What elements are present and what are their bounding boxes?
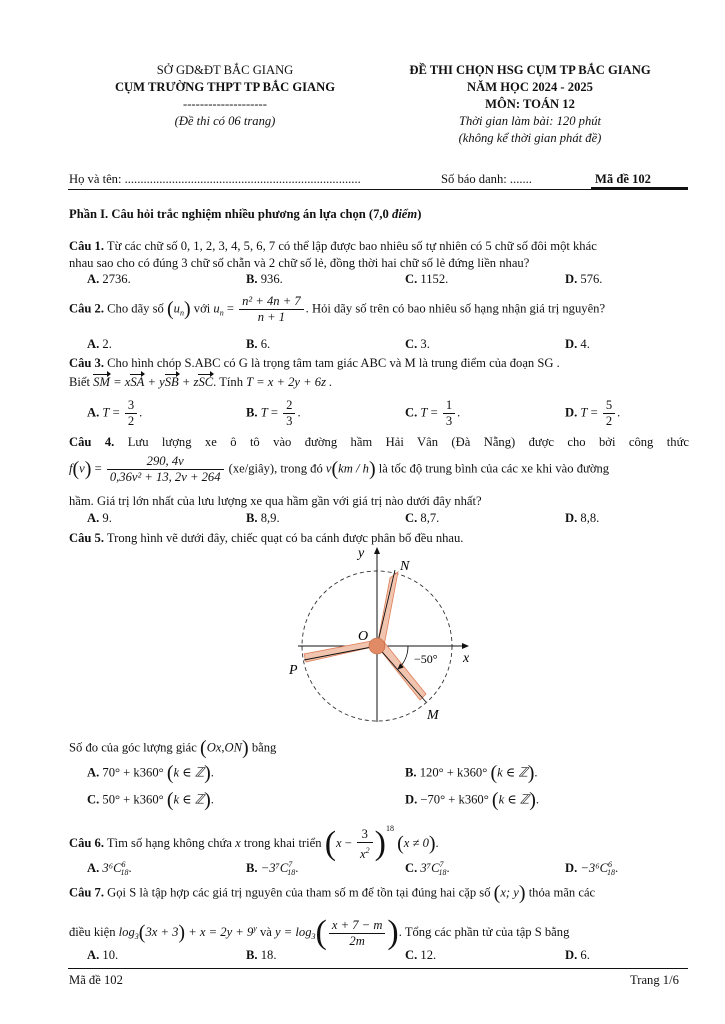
q3-option-c[interactable]: C. T = $\frac{1}{3}$ . xyxy=(405,398,461,428)
q4-option-a[interactable]: A. 9. xyxy=(87,511,112,525)
q4-denominator: 0,36v² + 13, 2v + 264 xyxy=(109,470,221,484)
q7-text2a: điều kiện xyxy=(69,924,116,939)
school-cluster-name: CỤM TRƯỜNG THPT TP BẮC GIANG xyxy=(114,80,336,94)
q2-option-b-value: 6 xyxy=(260,337,268,351)
q2-option-b[interactable]: B. 6. xyxy=(246,337,271,351)
q4-option-d[interactable]: D. 8,8. xyxy=(565,511,600,525)
q3-label: Câu 3. xyxy=(69,356,104,370)
q6-a-sub: 18 xyxy=(120,868,129,877)
q1-option-d[interactable]: D. 576. xyxy=(565,272,603,286)
q3-b-num: 2 xyxy=(283,398,295,414)
q4-option-c[interactable]: C. 8,7. xyxy=(405,511,440,525)
q1-line1 xyxy=(69,239,597,254)
q2-option-d[interactable]: D. 4. xyxy=(565,337,590,351)
q5-option-a-cond: k ∈ ℤ xyxy=(173,765,205,780)
q6-option-b[interactable]: B. $-3^7C^7_{18}$. xyxy=(246,860,299,877)
q3-d-den: 2 xyxy=(605,414,613,428)
q7-label: Câu 7. xyxy=(69,885,104,900)
q3-text2c: T = x + 2y + 6z . xyxy=(246,375,333,389)
q2-denominator: n + 1 xyxy=(257,310,286,324)
school-year: NĂM HỌC 2024 - 2025 xyxy=(467,80,593,94)
label-o: O xyxy=(358,629,369,644)
q6-option-d[interactable]: D. $-3^6C^6_{18}$. xyxy=(565,860,619,877)
time-limit: Thời gian làm bài: 120 phút xyxy=(458,114,602,128)
page-count-note: (Đề thi có 06 trang) xyxy=(174,114,276,128)
q4-option-b-value: 8,9 xyxy=(260,511,277,525)
q5-option-d[interactable]: D. −70° + k360° (k ∈ ℤ). xyxy=(405,789,540,811)
q6-c-sup: 7 xyxy=(439,860,444,869)
q7-option-a[interactable]: A. 10. xyxy=(87,948,119,962)
time-note: (không kể thời gian phát đề) xyxy=(458,131,602,145)
q6-c-sub: 18 xyxy=(438,868,447,877)
q6-text-b: trong khai triển xyxy=(243,836,322,850)
q4-text1: Lưu lượng xe ô tô vào đường hầm Hải Vân (Đà Nẵng) được cho bởi công thức xyxy=(127,435,689,449)
q2-text-c: . Hỏi dãy số trên có bao nhiêu số hạng nhận giá trị nguyên? xyxy=(305,301,606,316)
department-name: SỞ GD&ĐT BẮC GIANG xyxy=(156,63,294,77)
q7-line1: Câu 7. Gọi S là tập hợp các giá trị nguyên của tham số m để tồn tại đúng hai cặp số (x; y) thỏa mãn các xyxy=(69,882,596,904)
label-n: N xyxy=(400,559,410,574)
q3-line1 xyxy=(69,356,560,371)
q3-line2 xyxy=(69,375,332,390)
q7-option-d[interactable]: D. 6. xyxy=(565,948,590,962)
q6-b-sup: 7 xyxy=(288,860,293,869)
q3-b-den: 3 xyxy=(286,414,293,428)
q1-option-a[interactable]: A. 2736. xyxy=(87,272,131,286)
q4-label: Câu 4. xyxy=(69,435,115,449)
q4-text2: (xe/giây), trong đó xyxy=(228,461,323,476)
q2-option-d-value: 4 xyxy=(580,337,587,351)
part1-title-text: Phần I. Câu hỏi trắc nghiệm nhiều phương án lựa chọn (7,0 xyxy=(69,207,389,221)
student-name-field: Họ và tên: ........................................................................... xyxy=(69,172,361,186)
q3-d-num: 5 xyxy=(603,398,615,414)
q2-line: Câu 2. Cho dãy số $(u_n)$ với $u_n$ = $\frac{\text{n² + 4n + 7}}{n + 1}$ . Hỏi dãy số trên có bao nhiêu số hạng nhận giá trị nguyên? xyxy=(69,294,606,324)
q5-option-b[interactable]: B. 120° + k360° (k ∈ ℤ). xyxy=(405,762,538,784)
label-x: x xyxy=(463,651,470,666)
code-underline xyxy=(591,187,688,189)
q7-text1b: thỏa mãn các xyxy=(528,885,596,900)
footer-page-number: Trang 1/6 xyxy=(630,973,679,987)
q2-label: Câu 2. xyxy=(69,301,104,316)
q6-option-a[interactable]: A. $3^6C^6_{18}$. xyxy=(87,860,132,877)
part1-title xyxy=(69,207,421,222)
q2-fraction xyxy=(239,294,304,325)
q1-option-c[interactable]: C. 1152. xyxy=(405,272,449,286)
q3-a-den: 2 xyxy=(127,414,135,428)
angle-label: −50° xyxy=(414,652,438,666)
q6-option-d-value: −3⁶C xyxy=(580,861,608,875)
footer-exam-code: Mã đề 102 xyxy=(69,973,123,987)
label-y: y xyxy=(358,546,365,561)
q3-text1: Cho hình chóp S.ABC có G là trọng tâm tam giác ABC và M là trung điểm của đoạn SG . xyxy=(107,356,560,370)
q1-label: Câu 1. xyxy=(69,239,104,253)
q4-option-c-value: 8,7 xyxy=(420,511,437,525)
q5-question-b: bằng xyxy=(251,740,277,755)
q6-option-a-value: 3⁶C xyxy=(102,861,122,875)
q3-a-num: 3 xyxy=(125,398,137,414)
q6-d-sup: 6 xyxy=(607,860,612,869)
q3-c-num: 1 xyxy=(443,398,455,414)
q2-option-c[interactable]: C. 3. xyxy=(405,337,430,351)
q4-fraction xyxy=(107,454,224,485)
q7-option-c-value: 12 xyxy=(420,948,433,962)
q6-option-b-value: −3⁷C xyxy=(260,861,289,875)
q2-option-c-value: 3 xyxy=(420,337,427,351)
q4-line1 xyxy=(69,435,689,450)
q1-option-b-value: 936 xyxy=(260,272,280,286)
q6-option-c[interactable]: C. $3^7C^7_{18}$. xyxy=(405,860,450,877)
q5-option-c[interactable]: C. 50° + k360° (k ∈ ℤ). xyxy=(87,789,214,811)
q7-option-b-value: 18 xyxy=(260,948,274,962)
q5-question-a: Số đo của góc lượng giác xyxy=(69,740,197,755)
q4-option-b[interactable]: B. 8,9. xyxy=(246,511,280,525)
blade-m xyxy=(377,642,426,700)
q5-option-a-value: 70° + k360° xyxy=(102,765,164,780)
q3-option-a[interactable]: A. T = $\frac{3}{2}$ . xyxy=(87,398,143,428)
q7-option-d-value: 6 xyxy=(580,948,587,962)
q6-option-c-value: 3⁷C xyxy=(420,861,440,875)
q2-text-b: với xyxy=(193,301,211,316)
header-left xyxy=(90,62,360,130)
q7-option-c[interactable]: C. 12. xyxy=(405,948,437,962)
part1-title-close: ) xyxy=(417,207,422,221)
q4-line2: f(v) = $\frac{290, 4v}{\text{0,36v² + 13, 2v + 264}}$ (xe/giây), trong đó v(km / h) là tốc độ trung bình của các xe khi vào đường xyxy=(69,454,610,484)
footer-divider xyxy=(68,968,688,969)
header-dashes: -------------------- xyxy=(183,97,267,111)
q7-line2: điều kiện $\log_3(3x + 3) + x = 2y + 9^y$ và $y = \log_3$( $\frac{x + 7 - m}{2m}$ ). Tổng các phần tử của tập S bằng xyxy=(69,914,570,951)
q5-option-a[interactable]: A. 70° + k360° (k ∈ ℤ). xyxy=(87,762,214,784)
q6-b-sub: 18 xyxy=(287,868,296,877)
q5-label: Câu 5. xyxy=(69,531,104,545)
q4-text2b: là tốc độ trung bình của các xe khi vào đường xyxy=(378,461,610,476)
q6-label: Câu 6. xyxy=(69,836,104,850)
label-p: P xyxy=(289,663,298,678)
q2-option-a-value: 2 xyxy=(102,337,109,351)
subject: MÔN: TOÁN 12 xyxy=(485,97,575,111)
q6-exponent: 18 xyxy=(385,824,394,833)
q2-text-a: Cho dãy số xyxy=(107,301,164,316)
q5-question: Số đo của góc lượng giác (Ox,ON) bằng xyxy=(69,737,277,759)
q4-numerator: 290, 4v xyxy=(107,454,224,470)
q3-option-b[interactable]: B. T = $\frac{2}{3}$ . xyxy=(246,398,301,428)
q4-option-a-value: 9 xyxy=(102,511,109,525)
q5-option-d-value: −70° + k360° xyxy=(420,792,489,807)
q4-option-d-value: 8,8 xyxy=(580,511,597,525)
q3-text2b: . Tính xyxy=(213,375,243,389)
exam-title: ĐỀ THI CHỌN HSG CỤM TP BẮC GIANG xyxy=(409,63,651,77)
header-right xyxy=(380,62,680,146)
fan-figure xyxy=(280,542,480,724)
info-divider xyxy=(68,189,688,190)
q2-numerator: n² + 4n + 7 xyxy=(239,294,304,310)
q7-text2c: . Tổng các phần tử của tập S bằng xyxy=(398,924,570,939)
q5-option-b-value: 120° + k360° xyxy=(419,765,488,780)
q1-text1: Từ các chữ số 0, 1, 2, 3, 4, 5, 6, 7 có thể lập được bao nhiêu số tự nhiên có 5 chữ số đôi một khác xyxy=(106,239,597,253)
q5-option-c-cond: k ∈ ℤ xyxy=(173,792,205,807)
q4-text3: hầm. Giá trị lớn nhất của lưu lượng xe qua hầm gần với giá trị nào dưới đây nhất? xyxy=(69,494,482,508)
candidate-number-field: Số báo danh: ....... xyxy=(441,172,532,186)
q6-d-sub: 18 xyxy=(606,868,615,877)
q7-text1: Gọi S là tập hợp các giá trị nguyên của tham số m để tồn tại đúng hai cặp số xyxy=(107,885,491,900)
exam-code: Mã đề 102 xyxy=(595,172,651,186)
q5-option-c-value: 50° + k360° xyxy=(102,792,164,807)
q7-text2b: và xyxy=(259,924,272,939)
q6-line: Câu 6. Tìm số hạng không chứa x trong khai triển (x − $\frac{3}{x^2}$ )$^{18}$ (x ≠ 0). xyxy=(69,824,439,863)
q2-option-a[interactable]: A. 2. xyxy=(87,337,112,351)
q5-text: Trong hình vẽ dưới đây, chiếc quạt có ba cánh được phân bố đều nhau. xyxy=(106,531,464,545)
q1-text2: nhau sao cho có đúng 3 chữ số chẵn và 2 chữ số lẻ, đồng thời hai chữ số lẻ đứng liền nhau? xyxy=(69,256,530,270)
q6-text-a: Tìm số hạng không chứa xyxy=(106,836,232,850)
q3-text2a: Biết xyxy=(69,375,90,389)
q1-option-c-value: 1152 xyxy=(420,272,446,286)
q6-a-sup: 6 xyxy=(121,860,126,869)
part1-title-points: điểm xyxy=(392,207,418,221)
q3-c-den: 3 xyxy=(445,414,453,428)
label-m: M xyxy=(427,708,439,723)
q6-condition: x ≠ 0 xyxy=(403,836,429,850)
q3-vector-equation: SM = xSA + ySB + zSC xyxy=(93,375,214,389)
blade-n xyxy=(377,572,398,646)
fan-hub xyxy=(369,638,385,654)
q1-option-a-value: 2736 xyxy=(102,272,128,286)
q7-option-b[interactable]: B. 18. xyxy=(246,948,277,962)
q1-option-b[interactable]: B. 936. xyxy=(246,272,283,286)
q3-option-d[interactable]: D. T = $\frac{5}{2}$ . xyxy=(565,398,621,428)
q5-option-b-cond: k ∈ ℤ xyxy=(497,765,528,780)
q1-option-d-value: 576 xyxy=(580,272,600,286)
q7-option-a-value: 10 xyxy=(102,948,115,962)
q5-option-d-cond: k ∈ ℤ xyxy=(498,792,530,807)
